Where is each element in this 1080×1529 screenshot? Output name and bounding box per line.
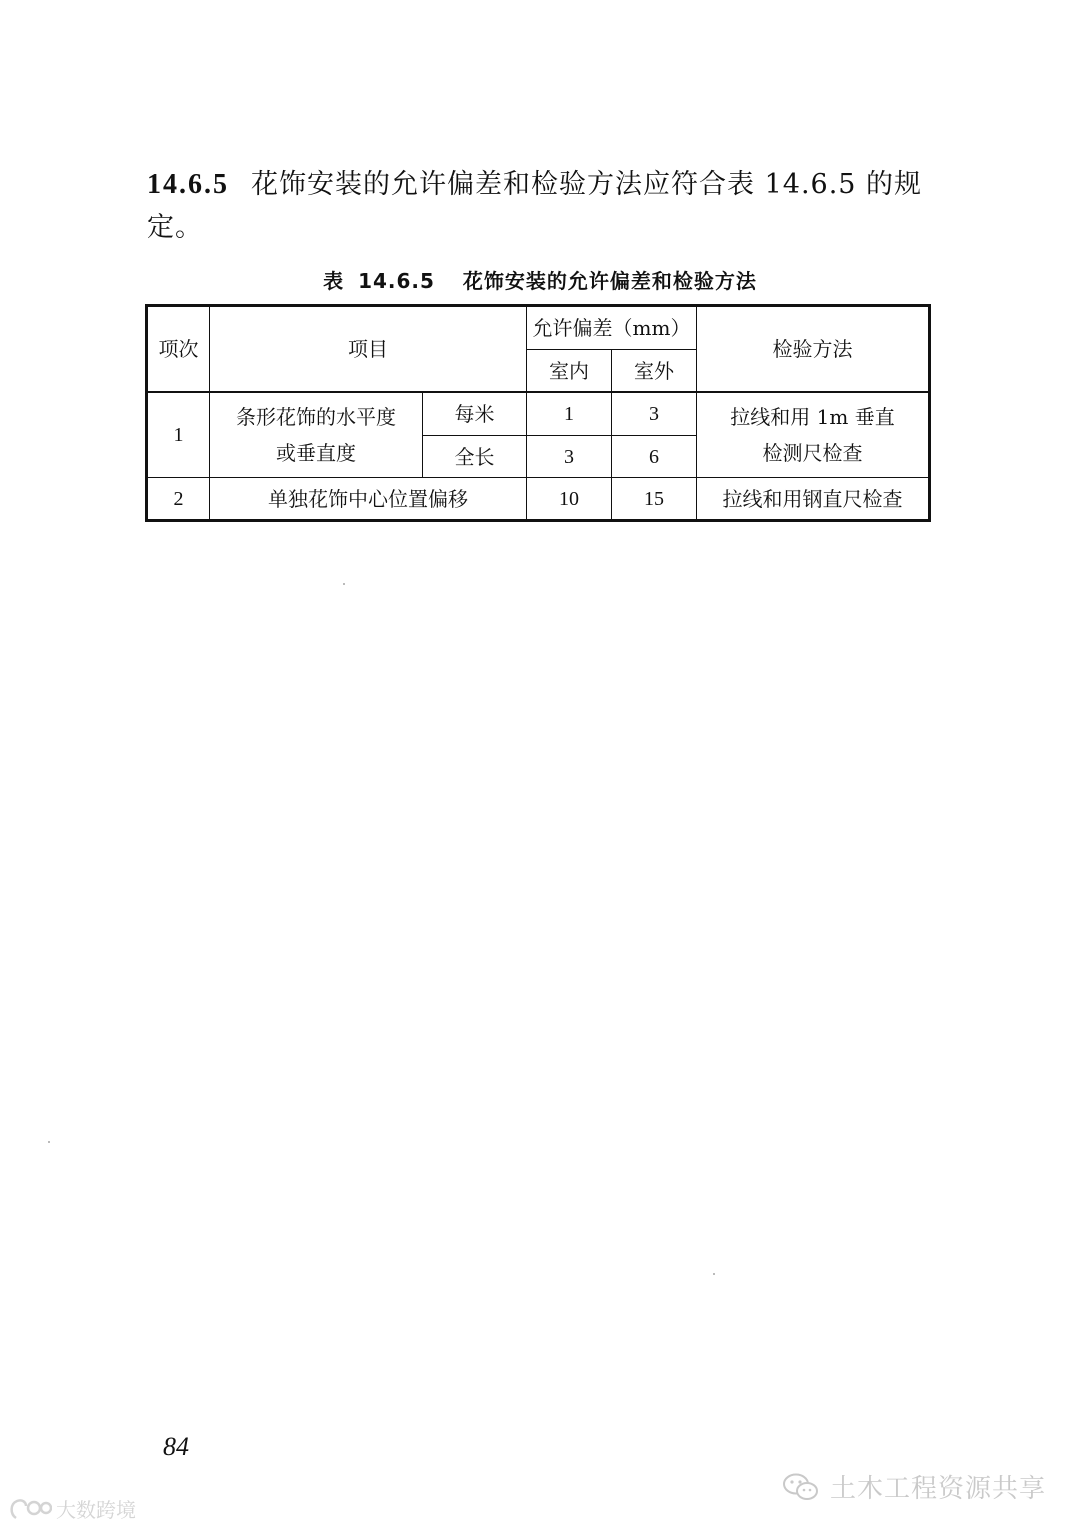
row-index: 1 — [147, 392, 210, 478]
row-subitem: 全长 — [423, 436, 527, 478]
clause-paragraph — [147, 163, 937, 249]
header-index: 项次 — [147, 306, 210, 393]
row-outdoor-value: 6 — [612, 436, 697, 478]
row-indoor-value: 1 — [527, 392, 612, 436]
row-item-line: 或垂直度 — [276, 441, 356, 465]
row-item — [210, 392, 423, 478]
row-outdoor-value: 15 — [612, 478, 697, 521]
table-caption-title: 花饰安装的允许偏差和检验方法 — [462, 269, 757, 293]
brand-logo-icon — [8, 1496, 52, 1522]
header-item: 项目 — [210, 306, 527, 393]
row-outdoor-value: 3 — [612, 392, 697, 436]
row-subitem: 每米 — [423, 392, 527, 436]
table-header-row — [147, 306, 930, 350]
row-indoor-value: 3 — [527, 436, 612, 478]
header-method: 检验方法 — [697, 306, 930, 393]
row-method: 拉线和用钢直尺检查 — [697, 478, 930, 521]
tolerance-table — [145, 304, 931, 522]
scan-speck — [343, 583, 345, 585]
clause-number: 14.6.5 — [147, 169, 229, 200]
table-caption-number: 14.6.5 — [358, 269, 435, 293]
scan-speck — [48, 1141, 50, 1143]
row-indoor-value: 10 — [527, 478, 612, 521]
row-item-line: 条形花饰的水平度 — [236, 405, 396, 429]
page-number: 84 — [163, 1432, 189, 1461]
header-indoor: 室内 — [527, 350, 612, 393]
watermark-right-text: 土木工程资源共享 — [829, 1474, 1046, 1504]
header-tolerance: 允许偏差（mm） — [527, 306, 697, 350]
header-outdoor: 室外 — [612, 350, 697, 393]
row-method — [697, 392, 930, 478]
table-caption-prefix: 表 — [323, 269, 345, 293]
wechat-icon — [782, 1472, 820, 1502]
watermark-right — [782, 1468, 1046, 1505]
table-caption — [0, 265, 1080, 294]
watermark-left-text: 大数跨境 — [56, 1498, 136, 1522]
row-item: 单独花饰中心位置偏移 — [210, 478, 527, 521]
row-method-line: 检测尺检查 — [762, 441, 863, 465]
watermark-left — [8, 1494, 136, 1523]
table-row — [147, 478, 930, 521]
scan-speck — [713, 1273, 715, 1275]
clause-text: 花饰安装的允许偏差和检验方法应符合表 14.6.5 的规定。 — [147, 169, 923, 243]
row-method-line: 拉线和用 1m 垂直 — [730, 405, 895, 429]
table-row — [147, 392, 930, 436]
row-index: 2 — [147, 478, 210, 521]
